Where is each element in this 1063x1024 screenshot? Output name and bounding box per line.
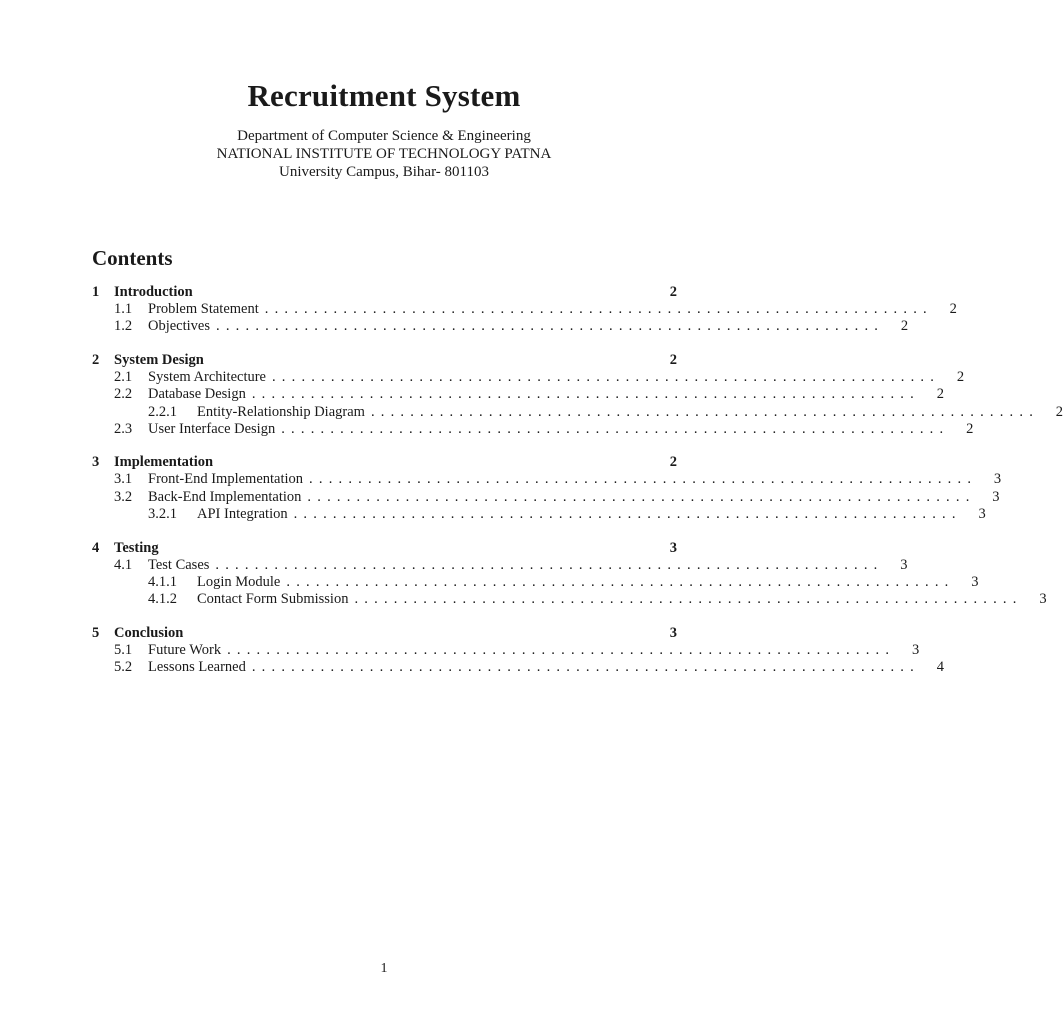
section-number: 4 [92,539,100,556]
toc-section-entry[interactable] [92,539,677,557]
page-number: 2 [966,420,974,437]
toc-subsection-entry[interactable] [92,641,920,659]
page-number: 3 [911,641,920,658]
footer-page-number: 1 [380,961,388,976]
contents-heading: Contents [92,246,173,270]
page-number: 2 [900,318,909,335]
page-number: 3 [993,471,1002,488]
subsubsection-number: 4.1.2 [148,591,177,608]
dot-leader: .................................................................... [370,403,1040,420]
page-number: 3 [971,573,979,590]
subsubsection-title: Contact Form Submission [197,591,349,608]
page-number: 2 [669,454,677,471]
dot-leader: .................................................................... [215,556,884,573]
dot-leader: .................................................................... [309,471,978,488]
page-number: 2 [669,284,677,300]
section-title: Implementation [114,454,214,471]
page-number: 2 [949,301,957,317]
toc-section-entry[interactable] [92,453,677,471]
dot-leader: .................................................................... [251,386,920,403]
toc-subsection-entry[interactable] [92,386,944,403]
toc-section-group [92,453,1002,523]
subsection-title: Objectives [148,318,211,335]
subsection-title: Problem Statement [148,301,259,317]
toc-section-entry[interactable] [92,624,677,642]
subsection-number: 2.2 [114,386,133,403]
subsubsection-title: Entity-Relationship Diagram [197,403,365,420]
subsection-title: Future Work [148,641,222,658]
page-number: 2 [669,351,677,368]
subsection-number: 2.3 [114,420,133,437]
toc-section-group [92,283,957,336]
toc-subsection-entry[interactable] [92,556,908,574]
subsection-title: Database Design [148,386,246,403]
toc-section-entry[interactable] [92,283,677,301]
department-line: Department of Computer Science & Engineering [237,128,531,144]
page-number: 3 [992,488,1000,505]
section-title: Conclusion [114,624,184,641]
page-number: 2 [1055,403,1063,420]
toc-subsection-entry[interactable] [92,420,974,438]
dot-leader: .................................................................... [281,420,950,437]
institute-line: NATIONAL INSTITUTE OF TECHNOLOGY PATNA [216,146,552,162]
subsection-title: Front-End Implementation [148,471,304,488]
section-number: 1 [92,284,100,300]
subsubsection-number: 4.1.1 [148,573,177,590]
page-number: 3 [900,556,908,573]
subsection-title: Test Cases [148,556,210,573]
dot-leader: .................................................................... [251,659,920,676]
dot-leader: .................................................................... [307,488,976,505]
toc-subsection-entry[interactable] [92,301,957,318]
page-number: 3 [978,506,986,523]
toc-section-entry[interactable] [92,351,677,369]
subsection-number: 4.1 [114,556,133,573]
address-line: University Campus, Bihar- 801103 [279,164,489,180]
dot-leader: .................................................................... [354,591,1023,608]
toc-subsection-entry[interactable] [92,488,1000,506]
subsubsection-title: API Integration [197,506,288,523]
subsection-title: System Architecture [148,368,266,385]
affiliation-block [0,127,768,181]
subsubsection-number: 3.2.1 [148,506,177,523]
section-number: 3 [92,454,100,471]
section-title: System Design [114,351,204,368]
page-number: 2 [936,386,944,403]
subsubsection-title: Login Module [197,573,281,590]
subsection-number: 5.2 [114,659,133,676]
toc-subsection-entry[interactable] [92,471,1002,488]
dot-leader: .................................................................... [293,506,962,523]
dot-leader: .................................................................... [264,301,933,317]
dot-leader: .................................................................... [227,641,896,658]
page-number: 3 [1039,591,1047,608]
table-of-contents [92,283,1063,691]
section-number: 2 [92,351,100,368]
subsection-number: 3.2 [114,488,133,505]
toc-subsection-entry[interactable] [92,659,944,676]
subsection-number: 3.1 [114,471,133,488]
toc-section-group [92,351,1063,439]
dot-leader: .................................................................... [286,573,955,590]
section-title: Introduction [114,284,193,300]
subsection-number: 1.2 [114,318,133,335]
subsection-title: User Interface Design [148,420,276,437]
subsection-title: Back-End Implementation [148,488,302,505]
document-title: Recruitment System [247,78,521,113]
toc-subsubsection-entry[interactable] [92,573,979,591]
subsection-title: Lessons Learned [148,659,246,676]
subsubsection-number: 2.2.1 [148,403,177,420]
toc-subsection-entry[interactable] [92,318,909,335]
toc-subsection-entry[interactable] [92,368,965,386]
page-number: 3 [669,539,677,556]
subsection-number: 5.1 [114,641,133,658]
toc-section-group [92,624,944,677]
toc-subsubsection-entry[interactable] [92,506,986,523]
page-number: 2 [956,368,965,385]
page-number: 3 [669,624,677,641]
section-number: 5 [92,624,100,641]
toc-subsubsection-entry[interactable] [92,591,1047,608]
dot-leader: .................................................................... [216,318,885,335]
subsection-number: 1.1 [114,301,133,317]
toc-subsubsection-entry[interactable] [92,403,1063,421]
subsection-number: 2.1 [114,368,133,385]
toc-section-group [92,539,1047,609]
section-title: Testing [114,539,159,556]
page-number: 4 [936,659,944,676]
dot-leader: .................................................................... [271,368,941,385]
